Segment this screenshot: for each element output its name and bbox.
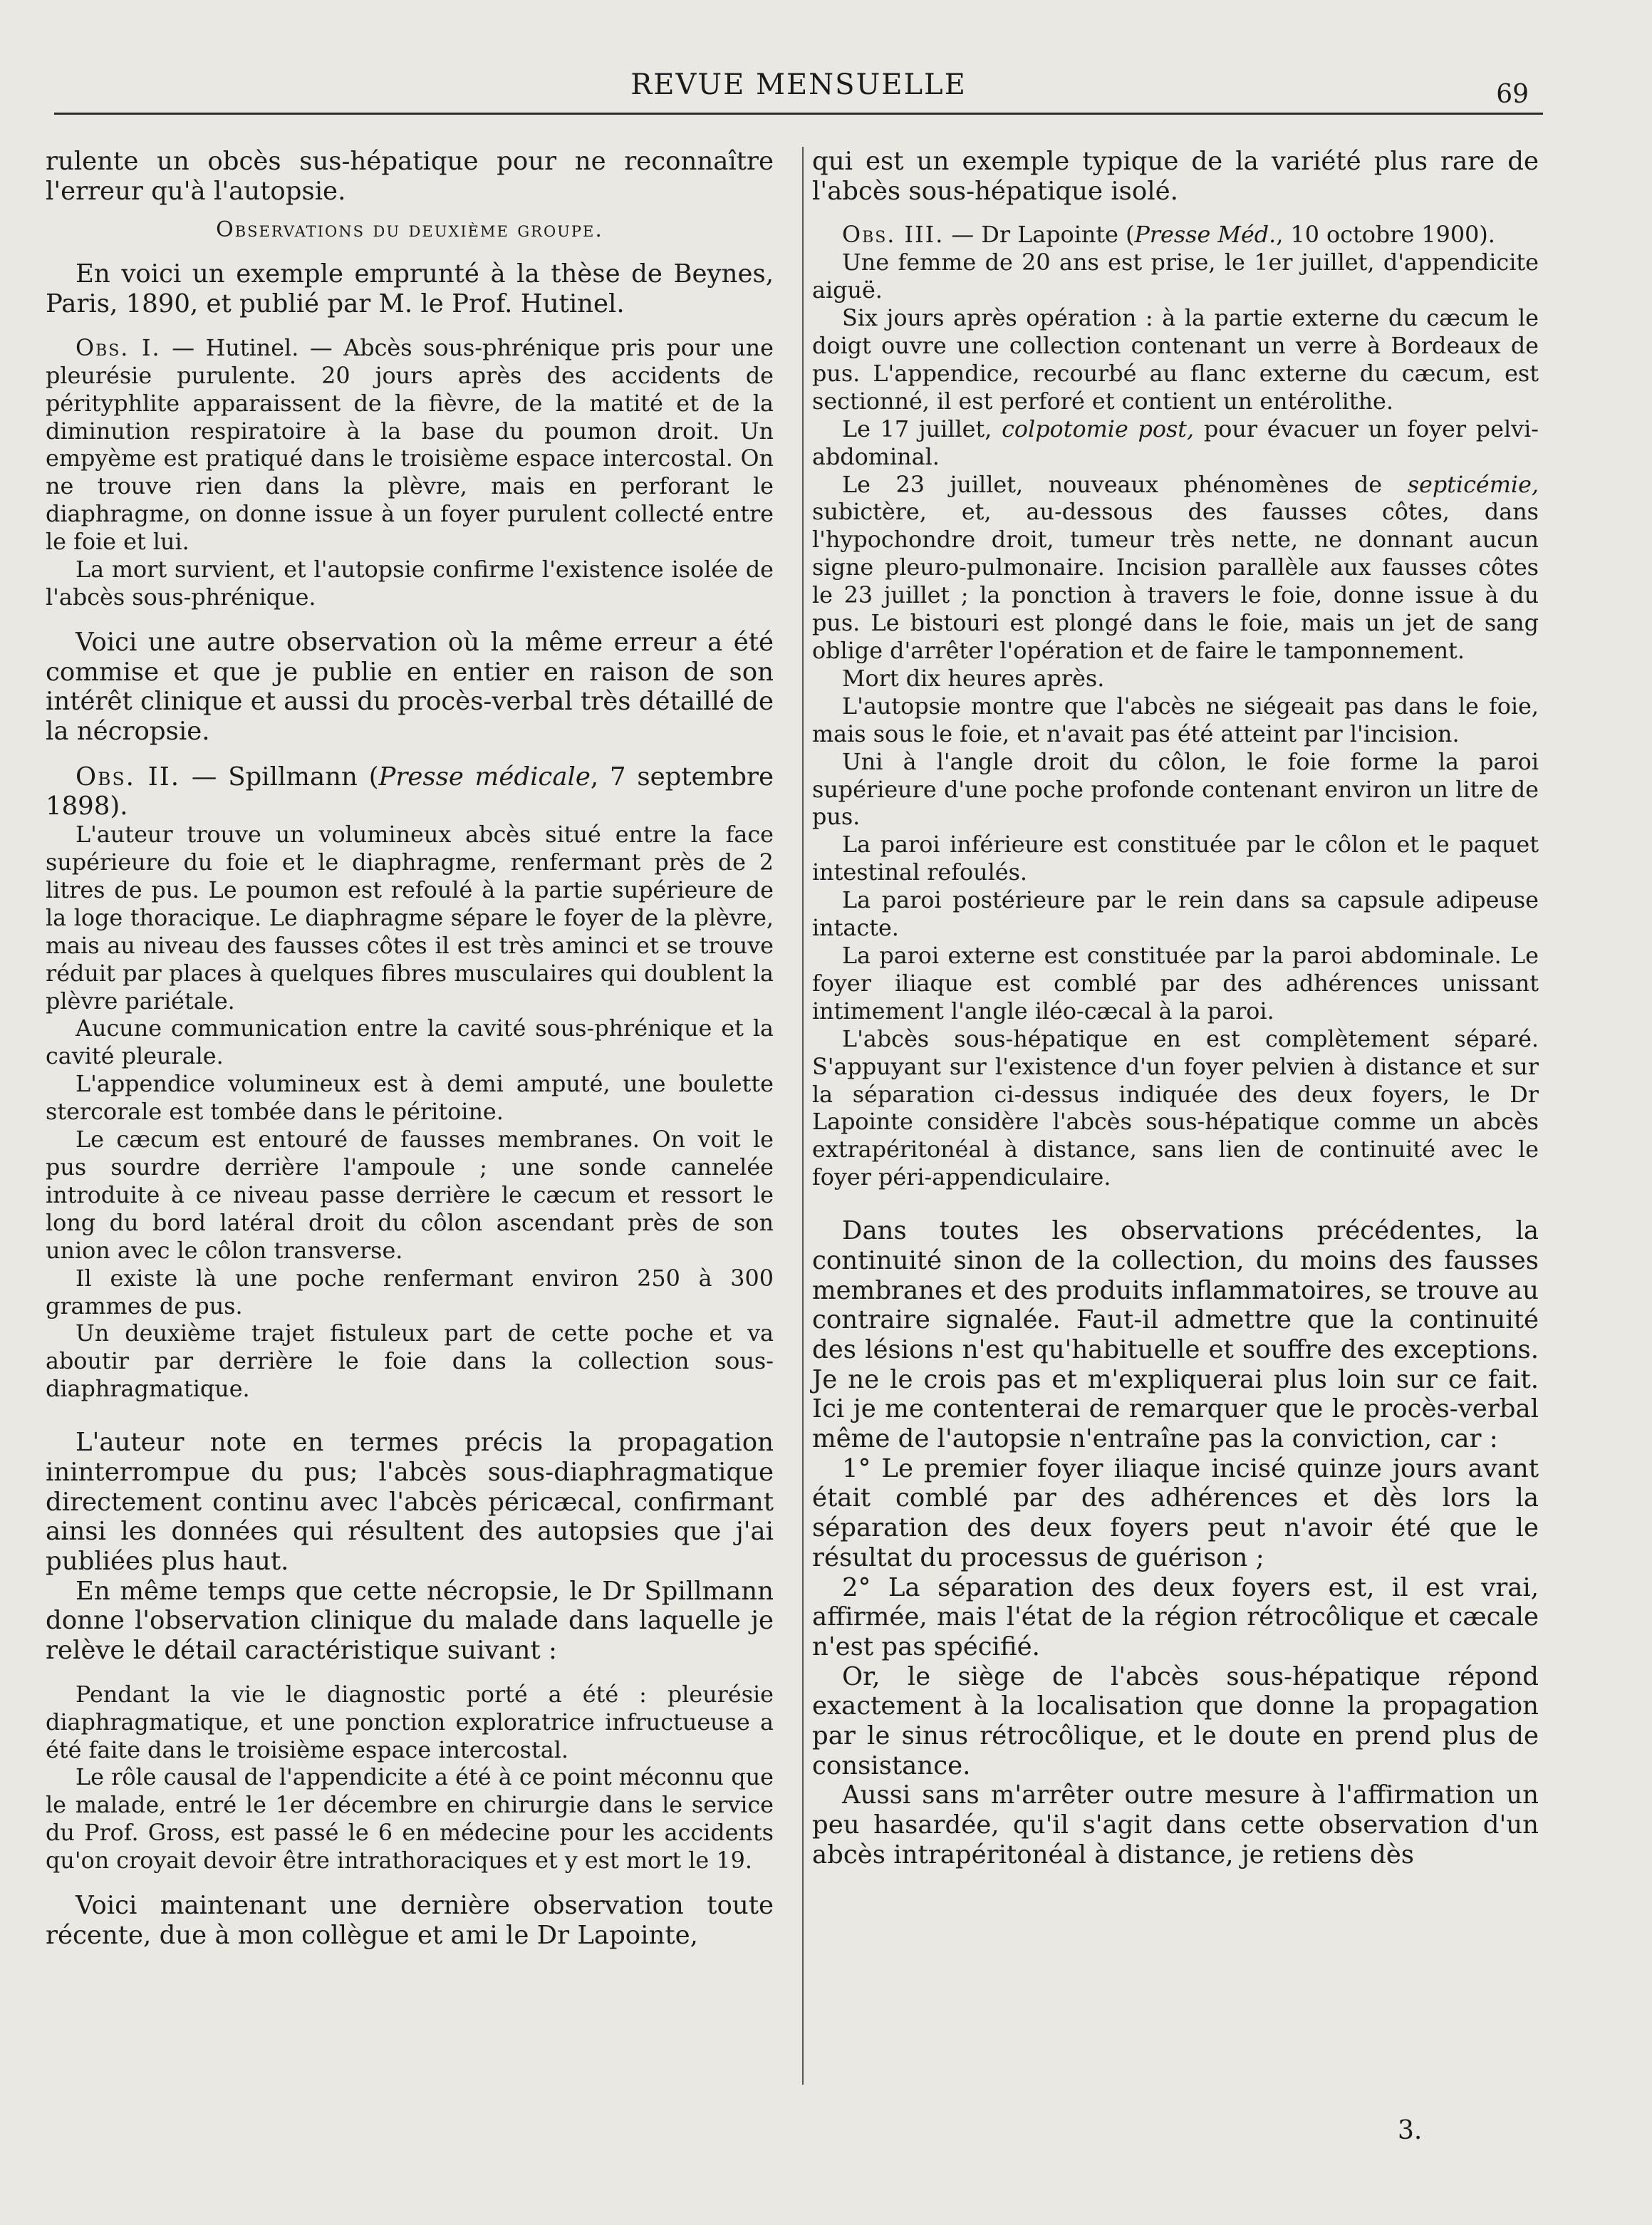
observation-paragraph: Mort dix heures après. [842,665,1105,692]
observation-date: , 10 octobre 1900). [1276,222,1495,249]
observation-label: Obs. II. [76,762,181,792]
text-run: Le 23 juillet, nouveaux phénomènes de [842,471,1408,498]
text-run: Le 17 juillet, [842,415,1002,442]
paragraph: 1° Le premier foyer iliaque incisé quinze jours avant était comblé par des adhérences et dès lors la séparation des deux foyers peut n'avoir été que le résultat du processus de guérison ; [812,1453,1539,1572]
observation-paragraph: La paroi externe est constituée par la paroi abdominale. Le foyer iliaque est comblé par des adhérences unissant intimement l'angle iléo-cæcal à la paroi. [812,942,1539,1025]
paragraph: Aussi sans m'arrêter outre mesure à l'affirmation un peu hasardée, qu'il s'agit dans cette observation d'un abcès intrapéritonéal à distance, je retiens dès [812,1780,1539,1869]
header-rule [54,113,1543,115]
observation-paragraph: Uni à l'angle droit du côlon, le foie forme la paroi supérieure d'une poche profonde contenant environ un litre de pus. [812,748,1539,831]
observation-label: Obs. III. [842,222,945,249]
observation-paragraph: Un deuxième trajet fistuleux part de cette poche et va aboutir par derrière le foie dans la collection sous-diaphragmatique. [46,1320,774,1403]
journal-title: REVUE MENSUELLE [630,68,967,101]
text-run: pour évacuer un foyer pelvi-abdominal. [812,415,1539,470]
paragraph: Voici maintenant une dernière observation toute récente, due à mon collègue et ami le Dr Lapointe, [46,1891,774,1950]
paragraph: Voici une autre observation où la même erreur a été commise et que je publie en entier en raison de son intérêt clinique et aussi du procès-verbal très détaillé de la nécropsie. [46,627,774,746]
quoted-paragraph: Pendant la vie le diagnostic porté a été : pleurésie diaphragmatique, et une ponction exploratrice infructueuse a été faite dans le troisième espace intercostal. [46,1681,774,1763]
observation-paragraph: L'autopsie montre que l'abcès ne siégeait pas dans le foie, mais sous le foie, et n'avait pas été atteint par l'incision. [812,693,1539,747]
italic-term: septicémie, [1407,471,1539,498]
paragraph: En même temps que cette nécropsie, le Dr Spillmann donne l'observation clinique du malade dans laquelle je relève le détail caractéristique suivant : [46,1576,774,1666]
observation-paragraph: La paroi postérieure par le rein dans sa capsule adipeuse intacte. [812,887,1539,942]
paragraph: qui est un exemple typique de la variété plus rare de l'abcès sous-hépatique isolé. [812,147,1539,206]
observation-paragraph: La paroi inférieure est constituée par le côlon et le paquet intestinal refoulés. [812,831,1539,886]
observation-paragraph [812,416,1539,472]
paragraph: En voici un exemple emprunté à la thèse de Beynes, Paris, 1890, et publié par M. le Prof. Hutinel. [46,259,774,319]
observation-paragraph: La mort survient, et l'autopsie confirme l'existence isolée de l'abcès sous-phrénique. [46,556,774,611]
observation-date: , 7 septembre 1898). [46,762,774,821]
observation-paragraph: Aucune communication entre la cavité sous-phrénique et la cavité pleurale. [46,1015,774,1070]
observation-2-heading [46,762,774,821]
observation-1 [46,335,774,556]
observation-text: — Hutinel. — Abcès sous-phrénique pris pour une pleurésie purulente. 20 jours après des accidents de pérityphlite apparaissent de la fièvre, de la matité et de la diminution respiratoire à la base du poumon droit. Un empyème est pratiqué dans le troisième espace intercostal. On ne trouve rien dans la plèvre, mais en perforant le diaphragme, on donne issue à un foyer purulent collecté entre le foie et lui. [46,334,774,556]
section-heading: Observations du deuxième groupe. [216,217,603,243]
page-number: 69 [1496,80,1529,109]
italic-term: colpotomie post, [1002,415,1195,442]
running-header [54,68,1543,118]
paragraph: rulente un obcès sus-hépatique pour ne reconnaître l'erreur qu'à l'autopsie. [46,147,774,206]
observation-paragraph: Le cæcum est entouré de fausses membranes. On voit le pus sourdre derrière l'ampoule ; une sonde cannelée introduite à ce niveau passe derrière le cæcum et ressort le long du bord latéral droit du côlon ascendant près de son union avec le côlon transverse. [46,1126,774,1264]
column-divider [802,147,804,2085]
observation-paragraph [812,472,1539,665]
journal-name: Presse médicale [378,762,591,792]
observation-paragraph: L'abcès sous-hépatique en est complètement séparé. S'appuyant sur l'existence d'un foyer pelvien à distance et sur la séparation ci-dessus indiquée des deux foyers, le Dr Lapointe considère l'abcès sous-hépatique comme un abcès extrapéritonéal à distance, sans lien de continuité avec le foyer péri-appendiculaire. [812,1025,1539,1191]
journal-name: Presse Méd. [1134,222,1277,249]
observation-source: — Spillmann ( [180,762,379,792]
observation-paragraph: Il existe là une poche renfermant environ 250 à 300 grammes de pus. [46,1265,774,1319]
observation-source: — Dr Lapointe ( [944,222,1135,249]
paragraph: L'auteur note en termes précis la propagation ininterrompue du pus; l'abcès sous-diaphragmatique directement continu avec l'abcès péricæcal, confirmant ainsi les données qui résultent des autopsies que j'ai publiées plus haut. [46,1428,774,1576]
signature-mark: 3. [1398,2116,1423,2145]
quoted-paragraph: Le rôle causal de l'appendicite a été à ce point méconnu que le malade, entré le 1er décembre en chirurgie dans le service du Prof. Gross, est passé le 6 en médecine pour les accidents qu'on croyait devoir être intrathoraciques et y est mort le 19. [46,1764,774,1874]
right-column [812,147,1539,1870]
observation-label: Obs. I. [76,334,161,361]
observation-paragraph: L'appendice volumineux est à demi amputé, une boulette stercorale est tombée dans le péritoine. [46,1071,774,1126]
paragraph: 2° La séparation des deux foyers est, il est vrai, affirmée, mais l'état de la région rétrocôlique et cæcale n'est pas spécifié. [812,1572,1539,1661]
observation-3-heading [812,222,1539,249]
observation-paragraph: Une femme de 20 ans est prise, le 1er juillet, d'appendicite aiguë. [812,249,1539,304]
observation-paragraph: L'auteur trouve un volumineux abcès situé entre la face supérieure du foie et le diaphragme, renfermant près de 2 litres de pus. Le poumon est refoulé à la partie supérieure de la loge thoracique. Le diaphragme sépare le foyer de la plèvre, mais au niveau des fausses côtes il est très aminci et se trouve réduit par places à quelques fibres musculaires qui doublent la plèvre pariétale. [46,821,774,1015]
text-run: subictère, et, au-dessous des fausses côtes, dans l'hypochondre droit, tumeur très nette, ne donnant aucun signe pleuro-pulmonaire. Incision parallèle aux fausses côtes le 23 juillet ; la ponction à travers le foie, donne issue à du pus. Le bistouri est plongé dans le foie, mais un jet de sang oblige d'arrêter l'opération et de faire le tamponnement. [812,499,1539,664]
paragraph: Or, le siège de l'abcès sous-hépatique répond exactement à la localisation que donne la propagation par le sinus rétrocôlique, et le doute en prend plus de consistance. [812,1661,1539,1780]
paragraph: Dans toutes les observations précédentes, la continuité sinon de la collection, du moins des fausses membranes et des produits inflammatoires, se trouve au contraire signalée. Faut-il admettre que la continuité des lésions n'est qu'habituelle et souffre des exceptions. Je ne le crois pas et m'expliquerai plus loin sur ce fait. Ici je me contenterai de remarquer que le procès-verbal même de l'autopsie n'entraîne pas la conviction, car : [812,1216,1539,1454]
observation-paragraph: Six jours après opération : à la partie externe du cæcum le doigt ouvre une collection contenant un verre à Bordeaux de pus. L'appendice, recourbé au flanc externe du cæcum, est sectionné, il est perforé et contient un entérolithe. [812,305,1539,415]
left-column [46,147,774,1951]
